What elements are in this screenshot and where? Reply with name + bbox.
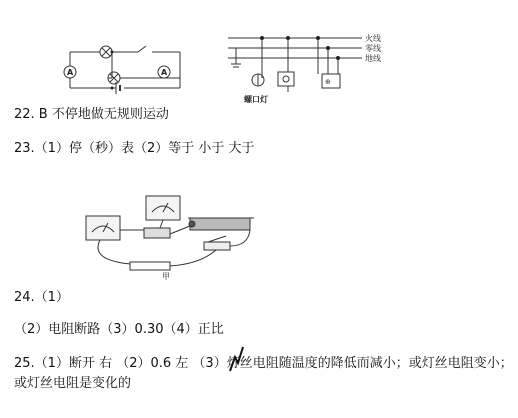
answer-25-line2: 或灯丝电阻是变化的 — [14, 376, 132, 391]
live-wire-label: 火线 — [365, 34, 381, 43]
answer-24-part2: （2）电阻断路（3）0.30（4）正比 — [14, 322, 224, 337]
answer-24-part1: 24.（1） — [14, 290, 69, 305]
experiment-apparatus — [80, 190, 270, 280]
svg-text:⊕: ⊕ — [325, 78, 331, 86]
handwritten-mark — [228, 345, 246, 375]
figure-caption: 甲 — [162, 272, 170, 280]
ground-wire-label: 地线 — [365, 54, 381, 63]
svg-text:A: A — [67, 68, 74, 77]
answer-23: 23.（1）停（秒）表（2）等于 小于 大于 — [14, 141, 255, 156]
answer-25-line1: 25.（1）断开 右 （2）0.6 左 （3）灯丝电阻随温度的降低而减小；或灯丝电阻变小； — [14, 356, 513, 371]
wiring-diagram — [222, 28, 402, 108]
svg-text:A: A — [161, 68, 168, 77]
screw-lamp-label: 螺口灯 — [244, 95, 268, 104]
neutral-wire-label: 零线 — [365, 44, 381, 53]
answer-22: 22. B 不停地做无规则运动 — [14, 107, 169, 122]
circuit-diagram — [60, 38, 190, 98]
